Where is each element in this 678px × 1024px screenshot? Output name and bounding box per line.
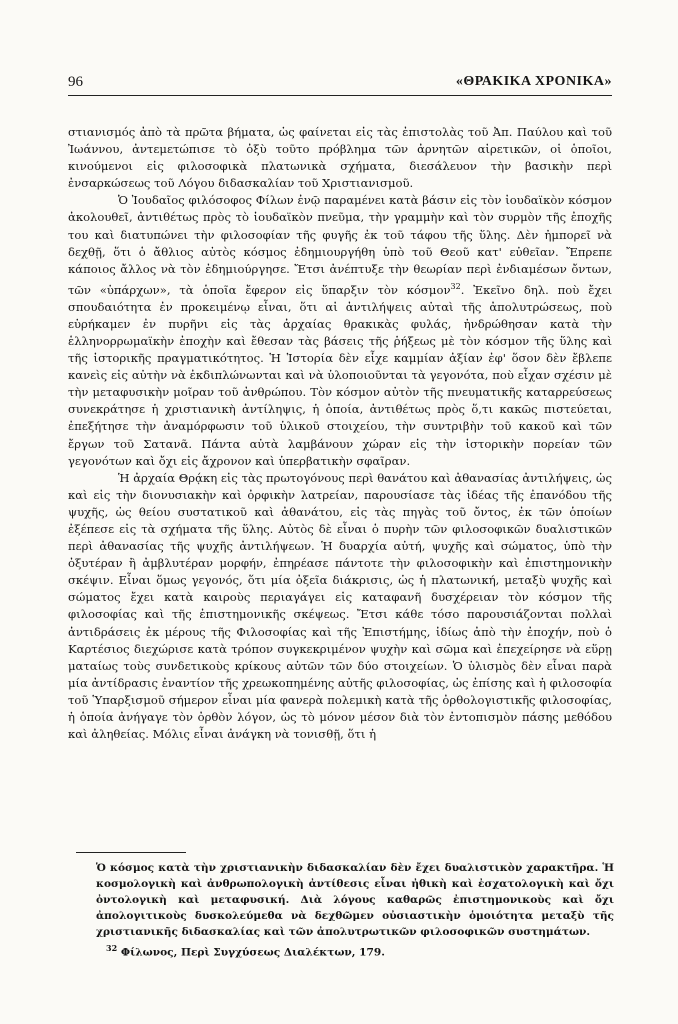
footnote-1: Ὁ κόσμος κατὰ τὴν χριστιανικὴν διδασκαλίαν δὲν ἔχει δυαλιστικὸν χαρακτῆρα. Ἡ κοσμολογικὴ καὶ ἀνθρωπολογικὴ ἀντίθεσις εἶναι ἠθικὴ καὶ ἐσχατολογικὴ καὶ ὄχι ὀντολογικὴ καὶ μεταφυσική. Διὰ λόγους καθαρῶς ἐπιστημονικοὺς καὶ ὄχι ἀπολογιτικοὺς δυσκολεύμεθα νὰ δεχθῶμεν οὐσιαστικὴν ὁμοιότητα μεταξὺ τῆς χριστιανικῆς διδασκαλίας καὶ τῶν ἀπολυτρωτικῶν φιλοσοφικῶν συστημάτων. bbox=[96, 862, 614, 938]
header-rule bbox=[68, 95, 612, 96]
running-header bbox=[68, 74, 612, 94]
page-number: 96 bbox=[68, 74, 83, 90]
footnote-32-number: 32 bbox=[106, 943, 118, 953]
footnote-ref-32: 32 bbox=[450, 281, 461, 291]
paragraph-2 bbox=[68, 192, 612, 469]
paragraph-3: Ἡ ἀρχαία Θρᾴκη εἰς τὰς πρωτογόνους περὶ θανάτου καὶ ἀθανασίας ἀντιλήψεις, ὡς καὶ εἰς τὴν διονυσιακὴν καὶ ὀρφικὴν λατρείαν, παρουσίασε τὰς ἰδέας τῆς ἐπανόδου τῆς ψυχῆς, ὡς θείου συστατικοῦ καὶ ἀθανάτου, εἰς τὰς πηγὰς τοῦ ὄντος, ἐκ τῶν ὁποίων ἐξέπεσε εἰς τὰ σχήματα τῆς ὕλης. Αὐτὸς δὲ εἶναι ὁ πυρὴν τῶν φιλοσοφικῶν δυαλιστικῶν περὶ ἀθανασίας τῆς ψυχῆς ἀντιλήψεων. Ἡ δυαρχία αὐτή, ψυχῆς καὶ σώματος, ὑπὸ τὴν ὀξυτέραν ἢ ἀμβλυτέραν μορφήν, ἐπηρέασε πάντοτε τὴν φιλοσοφικὴν καὶ ἐπιστημονικὴν σκέψιν. Εἶναι ὅμως γεγονός, ὅτι μία ὀξεῖα διάκρισις, ὡς ἡ πλατωνική, μεταξὺ ψυχῆς καὶ σώματος ἔχει κατὰ καιροὺς περιαγάγει εἰς καταφανῆ δυσχέρειαν τὸν κόσμον τῆς φιλοσοφίας καὶ τῆς ἐπιστημονικῆς σκέψεως. Ἔτσι κάθε τόσο παρουσιάζονται πολλαὶ ἀντιδράσεις ἐκ μέρους τῆς Φιλοσοφίας καὶ τῆς Ἐπιστήμης, ἰδίως ἀπὸ τὴν ἐποχήν, ποὺ ὁ Καρτέσιος διεχώρισε κατὰ τρόπον συγκεκριμένον ψυχὴν καὶ σῶμα καὶ ἐπεχείρησε νὰ εὕρῃ ματαίως τοὺς συνδετικοὺς κρίκους αὐτῶν τῶν δύο στοιχείων. Ὁ ὑλισμὸς δὲν εἶναι παρὰ μία ἀντίδρασις ἐναντίον τῆς χρεωκοπημένης αὐτῆς φιλοσοφίας, ὡς ἐπίσης καὶ ἡ φιλοσοφία τοῦ Ὑπαρξισμοῦ σήμερον εἶναι μία φανερὰ πολεμικὴ κατὰ τῆς ὀρθολογιστικῆς φιλοσοφίας, ἡ ὁποία ἀνήγαγε τὸν ὀρθὸν λόγον, ὡς τὸ μόνον μέσον διὰ τὸν ἐντοπισμὸν πάσης μεθόδου καὶ ἀληθείας. Μόλις εἶναι ἀνάγκη νὰ τονισθῇ, ὅτι ἡ bbox=[68, 470, 612, 742]
footnote-separator bbox=[76, 852, 186, 853]
journal-title: «ΘΡΑΚΙΚΑ ΧΡΟΝΙΚΑ» bbox=[455, 74, 612, 89]
footnote-32 bbox=[106, 940, 614, 961]
footnote-32-text: Φίλωνος, Περὶ Συγχύσεως Διαλέκτων, 179. bbox=[120, 946, 385, 959]
paragraph-2-part-b: . Ἐκεῖνο δηλ. ποὺ ἔχει σπουδαιότητα ἐν προκειμένῳ εἶναι, ὅτι αἱ ἀντιλήψεις αὐταὶ τῆς ἀπολυτρώσεως, ποὺ εὑρήκαμεν ἐν πυρῆνι εἰς τὰς ἀρχαίας θρακικὰς φυλάς, ἠνδρώθησαν κατὰ τὴν ἑλληνορρωμαϊκὴν ἐποχὴν καὶ ἔθεσαν τὰς βάσεις τῆς ῥήξεως μὲ τὸν κόσμον τῆς ὕλης καὶ τῆς ἱστορικῆς πραγματικότητος. Ἡ Ἱστορία δὲν εἶχε καμμίαν ἀξίαν ἐφ' ὅσον δὲν ἔβλεπε κανεὶς εἰς αὐτὴν νὰ ἐκδιπλώνωνται καὶ νὰ ὑλοποιοῦνται τὰ γεγονότα, ποὺ εἶχαν σχέσιν μὲ τὴν μεταφυσικὴν μοῖραν τοῦ ἀνθρώπου. Τὸν κόσμον αὐτὸν τῆς πνευματικῆς καταρρεύσεως συνεκράτησε ἡ χριστιανικὴ ἀντίληψις, ἡ ὁποία, ἀντιθέτως πρὸς ὅ,τι κακῶς πιστεύεται, ἐπεξήτησε τὴν ἀναμόρφωσιν τοῦ ὑλικοῦ στοιχείου, τὴν συντριβὴν τοῦ κακοῦ καὶ τῶν ἔργων τοῦ Σατανᾶ. Πάντα αὐτὰ λαμβάνουν χώραν εἰς τὴν ἱστορικὴν πορείαν τῶν γεγονότων καὶ ὄχι εἰς ἄχρονον καὶ ὑπερβατικὴν σφαῖραν. bbox=[68, 282, 612, 468]
paragraph-1: στιανισμός ἀπὸ τὰ πρῶτα βήματα, ὡς φαίνεται εἰς τὰς ἐπιστολὰς τοῦ Ἀπ. Παύλου καὶ τοῦ Ἰωάννου, ἀντεμετώπισε τὸ ὀξὺ τοῦτο πρόβλημα τῶν ἀρνητῶν αἱρετικῶν, οἱ ὁποῖοι, κινούμενοι εἰς φιλοσοφικὰ πλατωνικὰ σχήματα, διεσάλευον τὴν βασικὴν περὶ ἐνσαρκώσεως τοῦ Λόγου διδασκαλίαν τοῦ Χριστιανισμοῦ. bbox=[68, 125, 612, 191]
footnotes bbox=[96, 860, 614, 961]
main-text bbox=[68, 124, 612, 743]
paragraph-2-part-a: Ὁ Ἰουδαῖος φιλόσοφος Φίλων ἐνῷ παραμένει κατὰ βάσιν εἰς τὸν ἰουδαϊκὸν κόσμον ἀκολουθεῖ, ἀντιθέτως πρὸς τὸ ἰουδαϊκὸν πνεῦμα, τὴν γραμμὴν καὶ τὸν συρμὸν τῆς ἐποχῆς του καὶ διατυπώνει τὴν φιλοσοφίαν τῆς φυγῆς ἐκ τοῦ τάφου τῆς ὕλης. Δὲν ἠμπορεῖ νὰ δεχθῇ, ὅτι ὁ ἄθλιος αὐτὸς κόσμος ἐδημιουργήθη ὑπὸ τοῦ Θεοῦ κατ' εὐθεῖαν. Ἔπρεπε κάποιος ἄλλος νὰ τὸν ἐδημιούργησε. Ἔτσι ἀνέπτυξε τὴν θεωρίαν περὶ ἐνδιαμέσων ὄντων, τῶν «ὑπάρχων», τὰ ὁποῖα ἔφερον εἰς ὕπαρξιν τὸν κόσμον bbox=[68, 193, 612, 297]
